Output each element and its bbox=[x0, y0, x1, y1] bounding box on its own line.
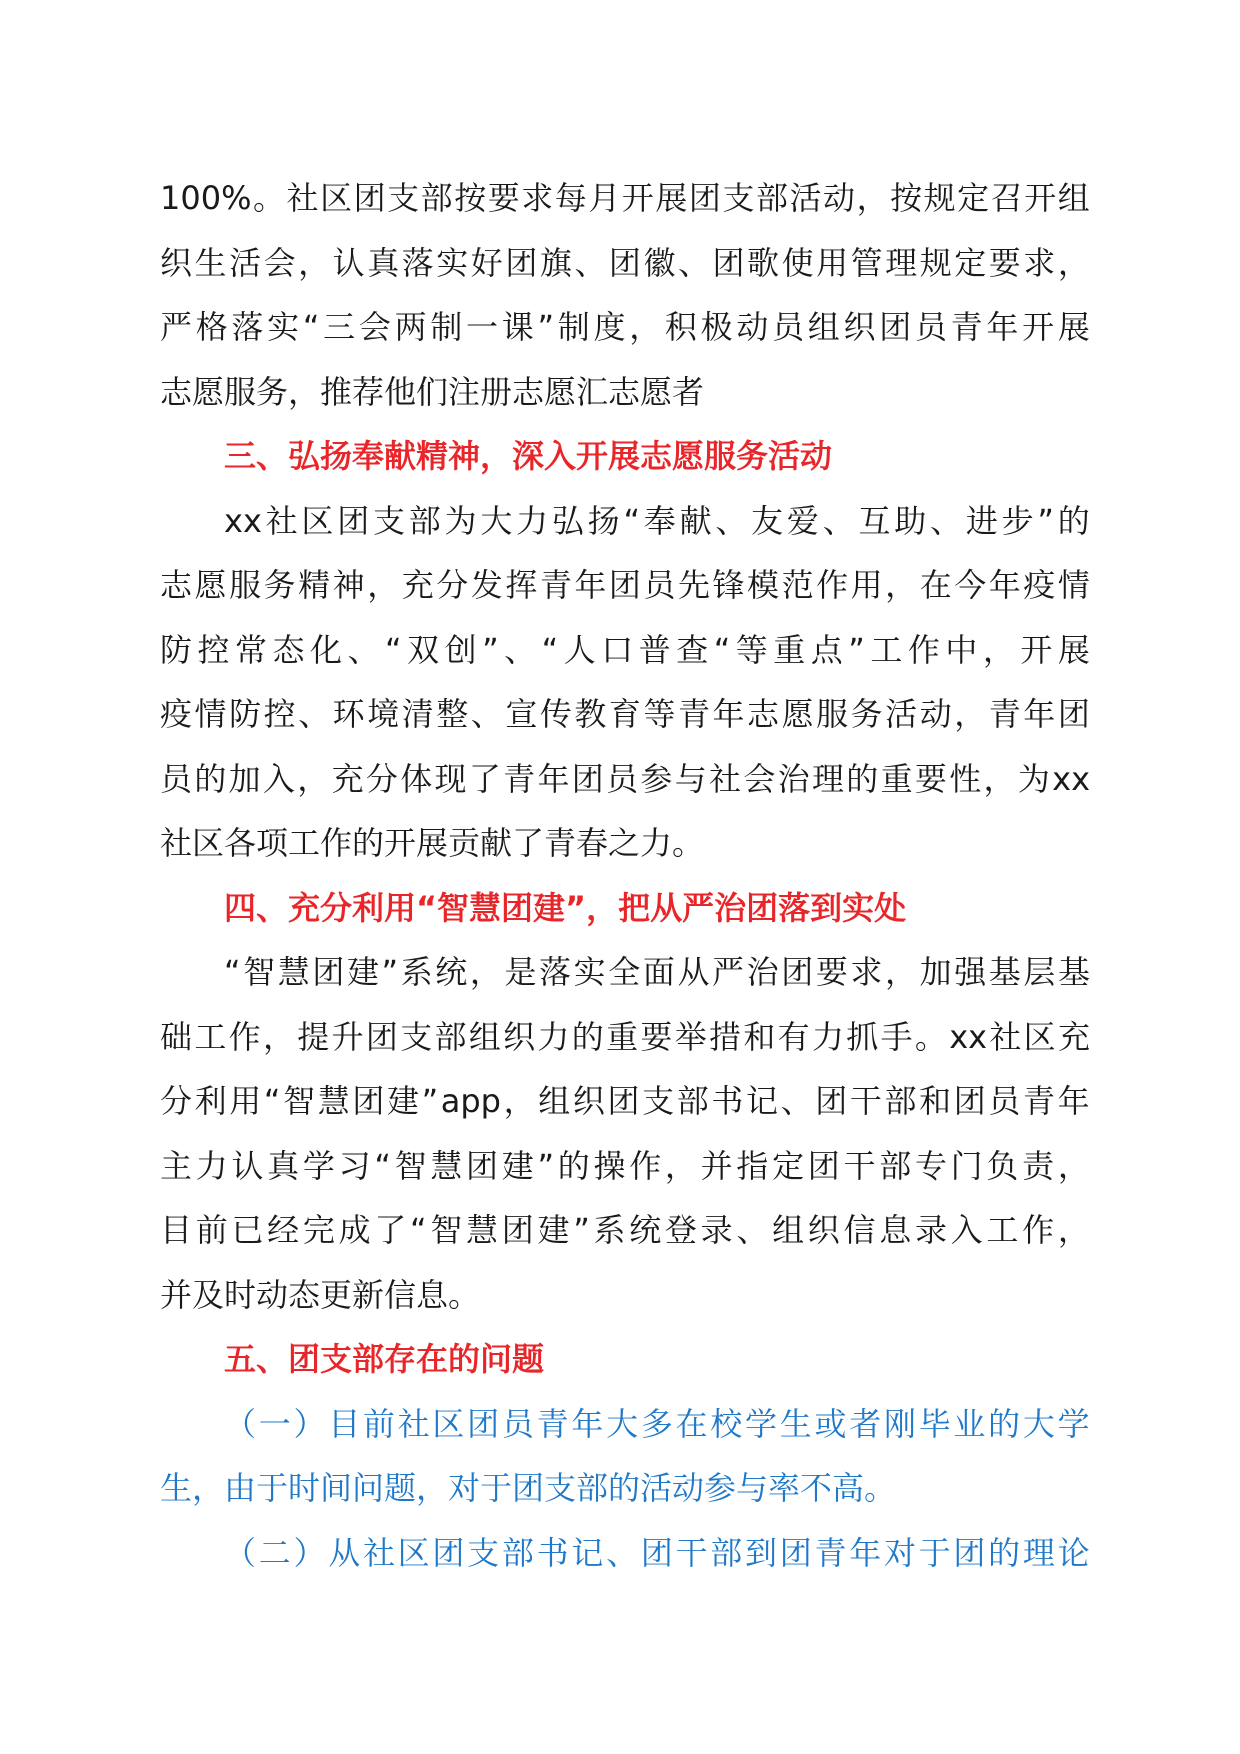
body-text-line: 社区各项工作的开展贡献了青春之力。 bbox=[160, 824, 705, 862]
body-text-line: 织 生 活 会 ， 认 真 落 实 好 团 旗 、 团 徽 、 团 歌 使 用 管 理 规 定 要 求 ， bbox=[160, 243, 1090, 282]
body-text-line: 并及时动态更新信息。 bbox=[160, 1275, 481, 1314]
section-heading: 三、弘扬奉献精神，深入开展志愿服务活动 bbox=[224, 437, 833, 475]
body-text-line: 疫 情 防 控 、 环 境 清 整 、 宣 传 教 育 等 青 年 志 愿 服 务 活 动 ， 青 年 团 bbox=[160, 695, 1090, 733]
body-text-line: 分 利 用 “ 智 慧 团 建 ” app ， 组 织 团 支 部 书 记 、 团 干 部 和 团 员 青 年 bbox=[160, 1082, 1090, 1120]
body-text-line: 础 工 作 ， 提 升 团 支 部 组 织 力 的 重 要 举 措 和 有 力 抓 手 。 xx 社 区 充 bbox=[160, 1017, 1090, 1056]
body-text-line: 防 控 常 态 化 、 “ 双 创 ” 、 “ 人 口 普 查 “ 等 重 点 ” 工 作 中 ， 开 展 bbox=[160, 630, 1090, 669]
section-heading: 五、团支部存在的问题 bbox=[224, 1340, 545, 1378]
section-heading: 四、充分利用“智慧团建”，把从严治团落到实处 bbox=[224, 888, 907, 927]
body-text-line: 严 格 落 实 “ 三 会 两 制 一 课 ” 制 度 ， 积 极 动 员 组 织 团 员 青 年 开 展 bbox=[160, 308, 1090, 346]
sub-item-line: 生，由于时间问题，对于团支部的活动参与率不高。 bbox=[160, 1469, 897, 1507]
body-text-line: 主 力 认 真 学 习 “ 智 慧 团 建 ” 的 操 作 ， 并 指 定 团 干 部 专 门 负 责 ， bbox=[160, 1146, 1090, 1185]
body-text-line: 目 前 已 经 完 成 了 “ 智 慧 团 建 ” 系 统 登 录 、 组 织 信 息 录 入 工 作 ， bbox=[160, 1211, 1090, 1249]
document-page bbox=[160, 166, 1090, 1585]
body-text-line: 员 的 加 入 ， 充 分 体 现 了 青 年 团 员 参 与 社 会 治 理 的 重 要 性 ， 为 xx bbox=[160, 759, 1090, 798]
sub-item-line: （ 二 ） 从 社 区 团 支 部 书 记 、 团 干 部 到 团 青 年 对 于 团 的 理 论 bbox=[224, 1533, 1090, 1572]
body-text-line: 志 愿 服 务 精 神 ， 充 分 发 挥 青 年 团 员 先 锋 模 范 作 用 ， 在 今 年 疫 情 bbox=[160, 566, 1090, 604]
body-text-line: 100% 。 社 区 团 支 部 按 要 求 每 月 开 展 团 支 部 活 动 ， 按 规 定 召 开 组 bbox=[160, 179, 1090, 217]
body-text-line: xx 社 区 团 支 部 为 大 力 弘 扬 “ 奉 献 、 友 爱 、 互 助 、 进 步 ” 的 bbox=[224, 501, 1090, 540]
body-text-line: “ 智 慧 团 建 ” 系 统 ， 是 落 实 全 面 从 严 治 团 要 求 ， 加 强 基 层 基 bbox=[224, 953, 1090, 991]
sub-item-line: （ 一 ） 目 前 社 区 团 员 青 年 大 多 在 校 学 生 或 者 刚 毕 业 的 大 学 bbox=[224, 1404, 1090, 1443]
body-text-line: 志愿服务，推荐他们注册志愿汇志愿者 bbox=[160, 372, 705, 411]
